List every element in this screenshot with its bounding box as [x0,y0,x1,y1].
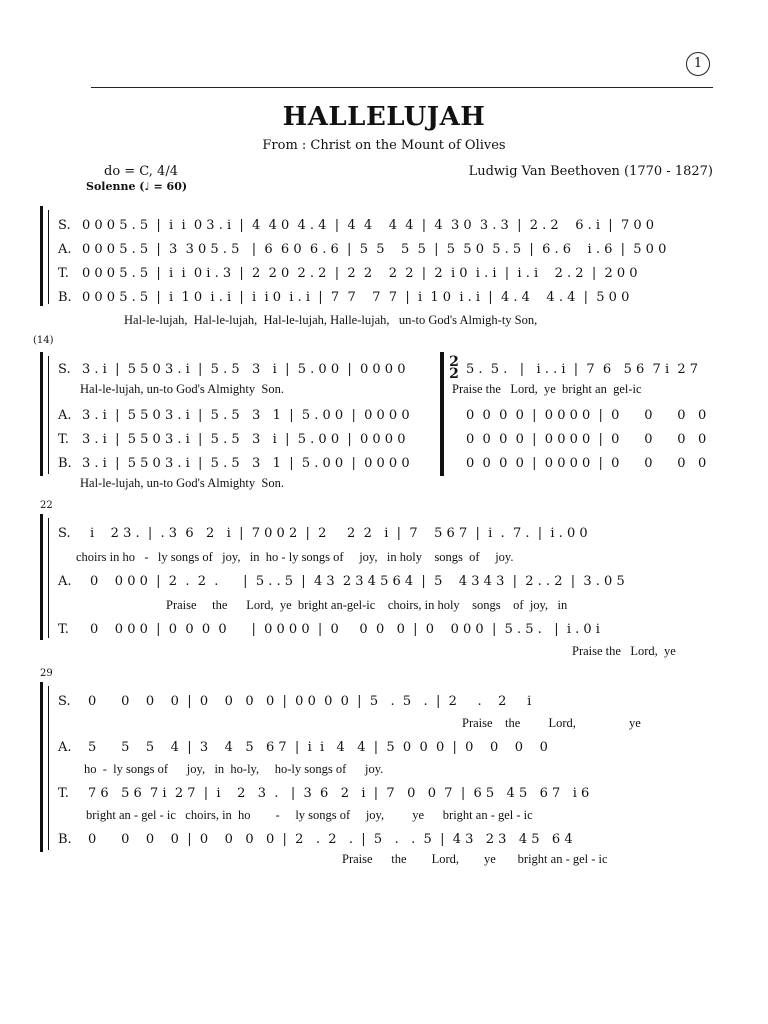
soprano-notes: 3 . i | 5 5 0 3 . i | 5 . 5 3 i | 5 . 0 0 | 0 0 0 0 [82,362,406,377]
tenor-notes: 7 6 5 6 7 i 2 7 | i 2 3 . | 3 6 2 i | 7 0 0 7 | 6 5 4 5 6 7 i 6 [88,786,590,801]
voice-label-b: B. [58,832,72,847]
lyrics-tenor: bright an - gel - ic choirs, in ho - ly songs of joy, ye bright an - gel - ic [86,808,533,822]
alto-notes: 0 0 0 0 | 2 . 2 . | 5 . . 5 | 4 3 2 3 4 5 6 4 | 5 4 3 4 3 | 2 . . 2 | 3 . 0 5 [90,574,625,589]
system-brace [40,682,43,852]
voice-label-t: T. [58,266,69,281]
alto-notes: 3 . i | 5 5 0 3 . i | 5 . 5 3 1 | 5 . 0 0 | 0 0 0 0 [82,408,410,423]
voice-label-a: A. [58,574,72,589]
time-sig-denominator: 2 [449,366,459,382]
lyrics: Hal-le-lujah, Hal-le-lujah, Hal-le-lujah, Halle-lujah, un-to God's Almigh-ty Son, [124,313,538,327]
voice-label-t: T. [58,432,69,447]
lyrics-soprano-cont: Praise the Lord, ye bright an gel-ic [452,382,642,396]
alto-notes: 0 0 0 5 . 5 | 3 3 0 5 . 5 | 6 6 0 6 . 6 | 5 5 5 5 | 5 5 0 5 . 5 | 6 . 6 i . 6 | 5 0 0 [82,242,667,257]
voice-label-s: S. [58,694,71,709]
system-bracket [48,686,49,850]
score-title: HALLELUJAH [282,102,486,132]
measure-number: 29 [40,668,53,679]
system-bracket [48,518,49,638]
voice-label-s: S. [58,218,71,233]
soprano-notes: i 2 3 . | . 3 6 2 i | 7 0 0 2 | 2 2 2 i | 7 5 6 7 | i . 7 . | i . 0 0 [90,526,588,541]
voice-label-a: A. [58,242,72,257]
tempo-marking: Solenne (♩ = 60) [86,180,188,193]
tenor-notes-cont: 0 0 0 0 | 0 0 0 0 | 0 0 0 0 [466,432,707,447]
lyrics-bass: Hal-le-lujah, un-to God's Almighty Son. [80,476,284,490]
bass-notes: 0 0 0 5 . 5 | i 1 0 i . i | i i 0 i . i | 7 7 7 7 | i 1 0 i . i | 4 . 4 4 . 4 | 5 0 0 [82,290,630,305]
voice-label-t: T. [58,786,69,801]
system-brace [40,514,43,640]
lyrics-soprano: Hal-le-lujah, un-to God's Almighty Son. [80,382,284,396]
key-signature: do = C, 4/4 [104,164,178,179]
lyrics-tenor: Praise the Lord, ye [572,644,676,658]
double-barline [440,352,444,476]
bass-notes: 0 0 0 0 | 0 0 0 0 | 2 . 2 . | 5 . . 5 | 4 3 2 3 4 5 6 4 [88,832,573,847]
voice-label-s: S. [58,362,71,377]
lyrics-alto: ho - ly songs of joy, in ho-ly, ho-ly songs of joy. [84,762,384,776]
system-bracket [48,356,49,474]
system-brace [40,206,43,306]
lyrics-soprano: Praise the Lord, ye [462,716,641,730]
tenor-notes: 0 0 0 5 . 5 | i i 0 i . 3 | 2 2 0 2 . 2 | 2 2 2 2 | 2 i 0 i . i | i . i 2 . 2 | 2 0 0 [82,266,638,281]
voice-label-b: B. [58,290,72,305]
alto-notes-cont: 0 0 0 0 | 0 0 0 0 | 0 0 0 0 [466,408,707,423]
lyrics-bass: Praise the Lord, ye bright an - gel - ic [342,852,608,866]
measure-number: (14) [33,335,54,346]
voice-label-a: A. [58,408,72,423]
voice-label-a: A. [58,740,72,755]
tenor-notes: 3 . i | 5 5 0 3 . i | 5 . 5 3 i | 5 . 0 0 | 0 0 0 0 [82,432,406,447]
system-brace [40,352,43,476]
lyrics-soprano: choirs in ho - ly songs of joy, in ho - ly songs of joy, in holy songs of joy. [76,550,514,564]
soprano-notes-cont: 5 . 5 . | i . . i | 7 6 5 6 7 i 2 7 [466,362,699,377]
time-sig-numerator: 2 [449,354,459,370]
soprano-notes: 0 0 0 5 . 5 | i i 0 3 . i | 4 4 0 4 . 4 | 4 4 4 4 | 4 3 0 3 . 3 | 2 . 2 6 . i | 7 0 0 [82,218,655,233]
system-bracket [48,210,49,304]
header-rule [91,87,713,88]
voice-label-t: T. [58,622,69,637]
measure-number: 22 [40,500,53,511]
tenor-notes: 0 0 0 0 | 0 0 0 0 | 0 0 0 0 | 0 0 0 0 | 0 0 0 0 | 5 . 5 . | i . 0 i [90,622,600,637]
lyrics-alto: Praise the Lord, ye bright an-gel-ic choirs, in holy songs of joy, in [166,598,568,612]
score-subtitle: From : Christ on the Mount of Olives [262,138,506,153]
bass-notes-cont: 0 0 0 0 | 0 0 0 0 | 0 0 0 0 [466,456,707,471]
page-number: 1 [686,52,710,76]
bass-notes: 3 . i | 5 5 0 3 . i | 5 . 5 3 1 | 5 . 0 0 | 0 0 0 0 [82,456,410,471]
voice-label-b: B. [58,456,72,471]
alto-notes: 5 5 5 4 | 3 4 5 6 7 | i i 4 4 | 5 0 0 0 | 0 0 0 0 [88,740,548,755]
soprano-notes: 0 0 0 0 | 0 0 0 0 | 0 0 0 0 | 5 . 5 . | 2 . 2 i [88,694,532,709]
voice-label-s: S. [58,526,71,541]
composer: Ludwig Van Beethoven (1770 - 1827) [468,164,713,179]
